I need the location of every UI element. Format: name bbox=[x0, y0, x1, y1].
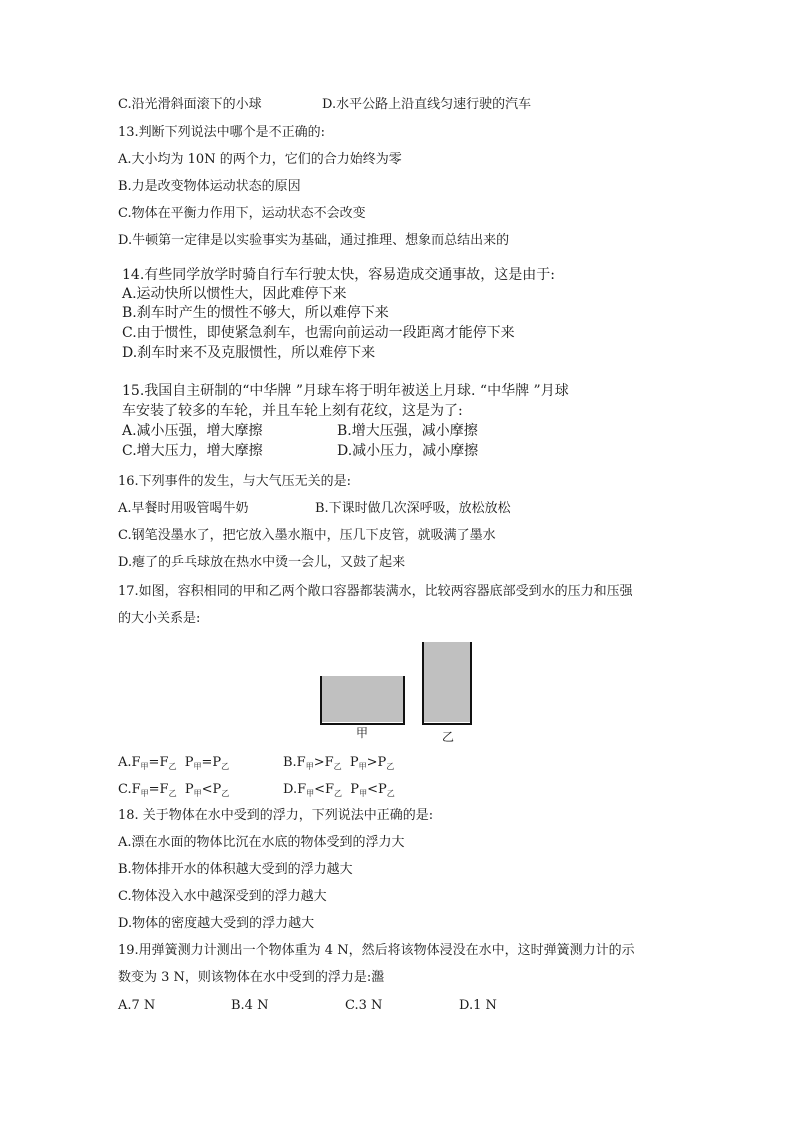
q15-option-d: D.减小压力，减小摩擦 bbox=[337, 443, 479, 459]
q16-options-ab bbox=[118, 501, 511, 517]
q18-option-a: A.漂在水面的物体比沉在水底的物体受到的浮力大 bbox=[118, 835, 405, 850]
q14-option-a: A.运动快所以惯性大，因此难停下来 bbox=[122, 286, 347, 302]
q15-option-c: C.增大压力，增大摩擦 bbox=[122, 443, 263, 459]
q17-options-cd bbox=[118, 782, 395, 799]
q19-option-a: A.7 N bbox=[118, 998, 156, 1013]
q13-option-c: C.物体在平衡力作用下，运动状态不会改变 bbox=[118, 206, 366, 221]
container-jia-label: 甲 bbox=[356, 726, 369, 740]
q19-option-d: D.1 N bbox=[459, 998, 497, 1013]
q13-option-d: D.牛顿第一定律是以实验事实为基础，通过推理、想象而总结出来的 bbox=[118, 233, 510, 248]
q13-option-b: B.力是改变物体运动状态的原因 bbox=[118, 179, 301, 194]
container-yi-label: 乙 bbox=[442, 730, 455, 744]
q14-option-d: D.刹车时来不及克服惯性，所以难停下来 bbox=[122, 345, 376, 361]
q15-option-b: B.增大压强，减小摩擦 bbox=[337, 423, 478, 439]
q17-stem-line1: 17.如图，容积相同的甲和乙两个敞口容器都装满水，比较两容器底部受到水的压力和压强 bbox=[118, 584, 633, 599]
q15-options-cd bbox=[122, 443, 479, 459]
q18-option-c: C.物体没入水中越深受到的浮力越大 bbox=[118, 889, 327, 904]
q19-options bbox=[118, 998, 497, 1014]
q18-option-d: D.物体的密度越大受到的浮力越大 bbox=[118, 916, 315, 931]
q17-stem-line2: 的大小关系是: bbox=[118, 611, 201, 626]
q12-option-c: C.沿光滑斜面滚下的小球 bbox=[118, 97, 262, 112]
q15-stem-line1: 15.我国自主研制的“中华牌 ”月球车将于明年被送上月球. “中华牌 ”月球 bbox=[122, 383, 569, 399]
q14-stem: 14.有些同学放学时骑自行车行驶太快，容易造成交通事故，这是由于: bbox=[122, 267, 555, 283]
q12-options-cd bbox=[118, 97, 532, 113]
q19-stem-line1: 19.用弹簧测力计测出一个物体重为 4 N，然后将该物体浸没在水中，这时弹簧测力计的示 bbox=[118, 943, 635, 958]
q17-option-a: $A.F_甲=F_乙$ $P_甲=P_乙$ bbox=[118, 755, 230, 771]
container-jia-water bbox=[321, 676, 404, 722]
q15-stem-line2: 车安装了较多的车轮，并且车轮上刻有花纹，这是为了: bbox=[122, 403, 463, 419]
q15-option-a: A.减小压强，增大摩擦 bbox=[122, 423, 263, 439]
q16-option-c: C.钢笔没墨水了，把它放入墨水瓶中，压几下皮管，就吸满了墨水 bbox=[118, 528, 496, 543]
q14-option-c: C.由于惯性，即使紧急刹车，也需向前运动一段距离才能停下来 bbox=[122, 325, 515, 341]
q16-option-a: A.早餐时用吸管喝牛奶 bbox=[118, 501, 249, 516]
q16-option-b: B.下课时做几次深呼吸，放松放松 bbox=[315, 501, 511, 516]
container-diagram bbox=[318, 640, 478, 748]
q16-stem: 16.下列事件的发生，与大气压无关的是: bbox=[118, 474, 352, 489]
q17-option-d: $D.F_甲<F_乙$ $P_甲<P_乙$ bbox=[283, 782, 395, 798]
q17-option-b: $B.F_甲>F_乙$ $P_甲>P_乙$ bbox=[283, 755, 395, 771]
q13-option-a: A.大小均为 10N 的两个力，它们的合力始终为零 bbox=[118, 152, 402, 167]
q19-option-b: B.4 N bbox=[231, 998, 269, 1013]
q18-option-b: B.物体排开水的体积越大受到的浮力越大 bbox=[118, 862, 353, 877]
q17-options-ab bbox=[118, 755, 395, 772]
q15-options-ab bbox=[122, 423, 478, 439]
q18-stem: 18. 关于物体在水中受到的浮力，下列说法中正确的是: bbox=[118, 808, 434, 823]
q14-option-b: B.刹车时产生的惯性不够大，所以难停下来 bbox=[122, 305, 389, 321]
q17-option-c: $C.F_甲=F_乙$ $P_甲<P_乙$ bbox=[118, 782, 230, 798]
q13-stem: 13.判断下列说法中哪个是不正确的: bbox=[118, 125, 326, 140]
q16-option-d: D.瘪了的乒乓球放在热水中烫一会儿，又鼓了起来 bbox=[118, 555, 406, 570]
q19-stem-line2: 数变为 3 N，则该物体在水中受到的浮力是:瀊 bbox=[118, 970, 385, 985]
container-yi-water bbox=[423, 642, 471, 722]
q12-option-d: D.水平公路上沿直线匀速行驶的汽车 bbox=[322, 97, 532, 112]
q19-option-c: C.3 N bbox=[345, 998, 383, 1013]
